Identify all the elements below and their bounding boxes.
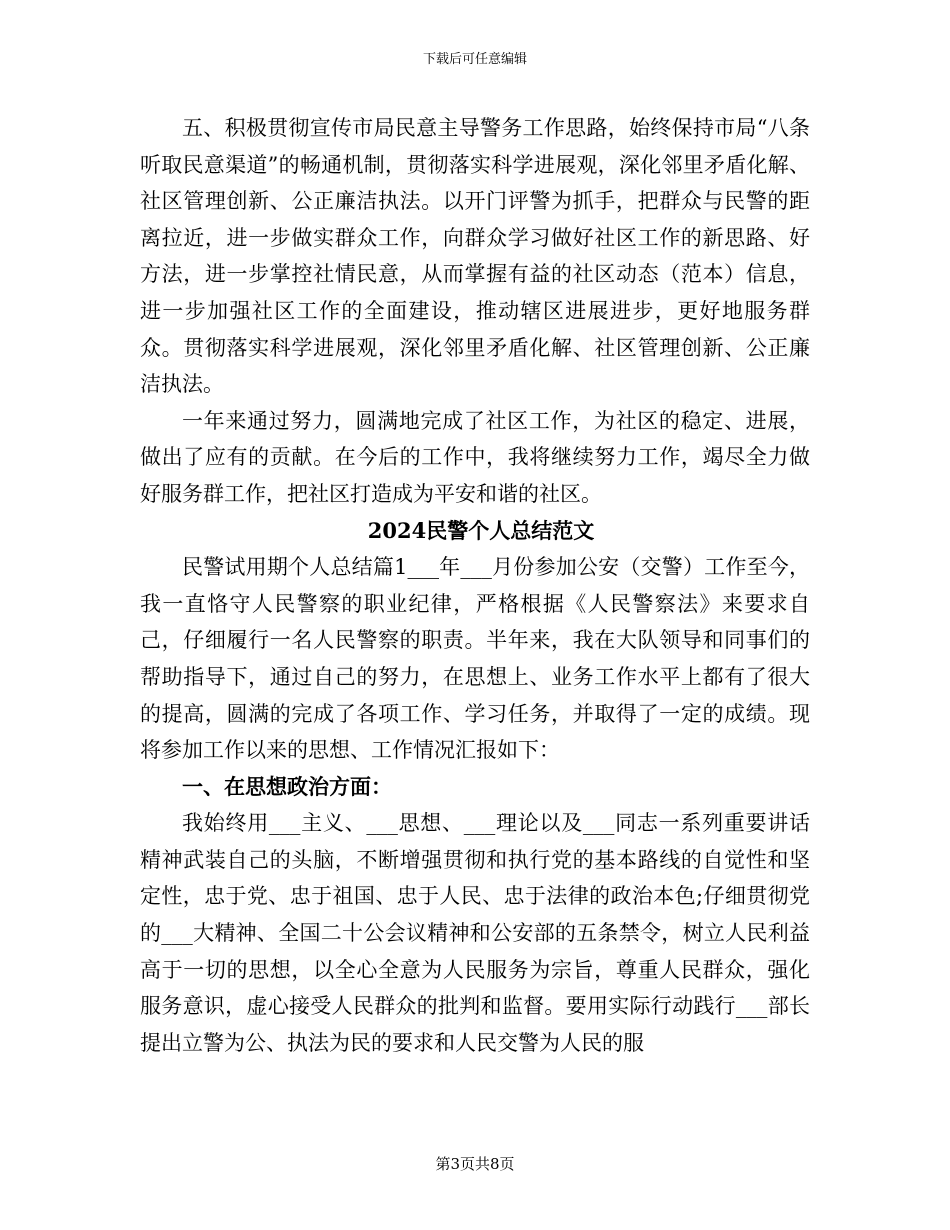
document-body <box>140 110 810 1061</box>
paragraph-ideology: 我始终用___主义、___思想、___理论以及___同志一系列重要讲话精神武装自己的头脑，不断增强贯彻和执行党的基本路线的自觉性和坚定性，忠于党、忠于祖国、忠于人民、忠于法律的政治本色;仔细贯彻党的___大精神、全国二十公会议精神和公安部的五条禁令，树立人民利益高于一切的思想，以全心全意为人民服务为宗旨，尊重人民群众，强化服务意识，虚心接受人民群众的批判和监督。要用实际行动践行___部长提出立警为公、执法为民的要求和人民交警为人民的服 <box>140 811 810 1055</box>
paragraph-year-summary: 一年来通过努力，圆满地完成了社区工作，为社区的稳定、进展，做出了应有的贡献。在今后的工作中，我将继续努力工作，竭尽全力做好服务群工作，把社区打造成为平安和谐的社区。 <box>140 408 810 506</box>
paragraph-intro: 民警试用期个人总结篇1___年___月份参加公安（交警）工作至今，我一直恪守人民警察的职业纪律，严格根据《人民警察法》来要求自己，仔细履行一名人民警察的职责。半年来，我在大队领导和同事们的帮助指导下，通过自己的努力，在思想上、业务工作水平上都有了很大的提高，圆满的完成了各项工作、学习任务，并取得了一定的成绩。现将参加工作以来的思想、工作情况汇报如下： <box>140 555 810 763</box>
paragraph-community-work: 五、积极贯彻宣传市局民意主导警务工作思路，始终保持市局“八条听取民意渠道”的畅通机制，贯彻落实科学进展观，深化邻里矛盾化解、社区管理创新、公正廉洁执法。以开门评警为抓手，把群众与民警的距离拉近，进一步做实群众工作，向群众学习做好社区工作的新思路、好方法，进一步掌控社情民意，从而掌握有益的社区动态（范本）信息，进一步加强社区工作的全面建设，推动辖区进展进步，更好地服务群众。贯彻落实科学进展观，深化邻里矛盾化解、社区管理创新、公正廉洁执法。 <box>140 116 810 397</box>
section-title: 2024民警个人总结范文 <box>367 517 595 543</box>
subheading-ideology: 一、在思想政治方面： <box>182 773 392 799</box>
page-footer: 第3页共8页 <box>435 1155 515 1173</box>
page-header: 下载后可任意编辑 <box>422 52 527 67</box>
